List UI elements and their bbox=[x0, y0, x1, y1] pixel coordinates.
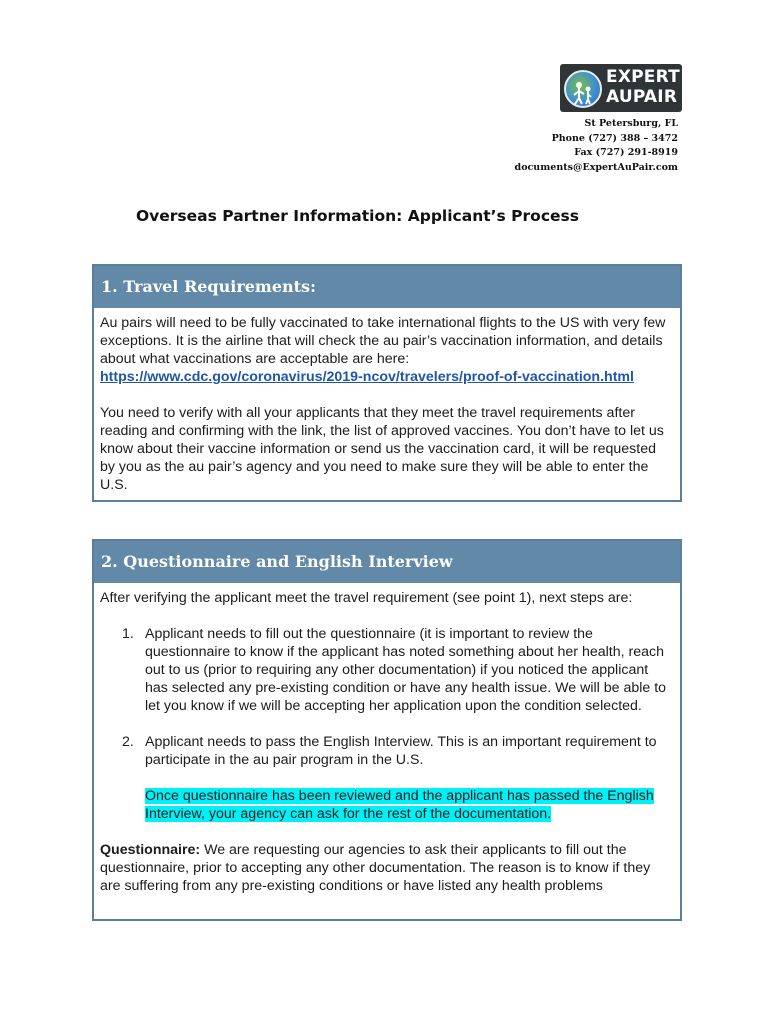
list-item-text: Applicant needs to fill out the questionnaire (it is important to review the questionnaire to know if the applicant has noted something about her health, reach out to us (prior to requiring any other documentation) if you noticed the applicant has selected any pre-existing condition or have any health issue. We will be able to let you know if we will be accepting her application upon the condition selected. bbox=[145, 626, 667, 714]
paragraph-text: Au pairs will need to be fully vaccinated to take international flights to the US with very few exceptions. It is the airline that will check the au pair’s vaccination information, and details about what vaccinations are acceptable are here: bbox=[100, 315, 666, 367]
section-travel-requirements bbox=[92, 264, 682, 502]
section-body bbox=[94, 583, 680, 901]
logo-line-1: EXPERT bbox=[606, 67, 680, 87]
document-title: Overseas Partner Information: Applicant’s Process bbox=[136, 207, 579, 225]
questionnaire-label: Questionnaire: bbox=[100, 842, 201, 858]
section-heading: 2. Questionnaire and English Interview bbox=[94, 541, 680, 583]
contact-phone: Phone (727) 388 – 3472 bbox=[551, 132, 678, 144]
section-body bbox=[94, 308, 680, 500]
highlighted-text: Once questionnaire has been reviewed and the applicant has passed the English Interview, your agency can ask for the rest of the documentation. bbox=[145, 788, 654, 822]
list-item-text: Applicant needs to pass the English Interview. This is an important requirement to participate in the au pair program in the U.S. bbox=[145, 734, 657, 768]
section-questionnaire-interview bbox=[92, 539, 682, 921]
contact-city: St Petersburg, FL bbox=[584, 118, 678, 129]
globe-icon bbox=[564, 70, 602, 108]
section-heading: 1. Travel Requirements: bbox=[94, 266, 680, 308]
list-number: 2. bbox=[122, 734, 134, 750]
paragraph: You need to verify with all your applicants that they meet the travel requirements after reading and confirming with the link, the list of approved vaccines. You don’t have to let us know about their vaccine information or send us the vaccination card, it will be requested by you as the au pair’s agency and you need to make sure they will be able to enter the U.S. bbox=[100, 405, 664, 493]
logo-line-2: AUPAIR bbox=[606, 87, 678, 107]
cdc-vaccination-link[interactable]: https://www.cdc.gov/coronavirus/2019-ncov/travelers/proof-of-vaccination.html bbox=[100, 369, 634, 385]
company-logo bbox=[560, 64, 682, 112]
contact-block bbox=[515, 117, 678, 175]
questionnaire-paragraph bbox=[100, 841, 674, 895]
questionnaire-text: We are requesting our agencies to ask their applicants to fill out the questionnaire, prior to accepting any other documentation. The reason is to know if they are suffering from any pre-existing conditions or have listed any health problems bbox=[100, 842, 651, 894]
paragraph bbox=[100, 314, 674, 386]
contact-fax: Fax (727) 291-8919 bbox=[574, 147, 678, 159]
highlighted-note bbox=[100, 787, 674, 823]
steps-list bbox=[100, 625, 674, 769]
contact-email[interactable]: documents@ExpertAuPair.com bbox=[514, 161, 678, 173]
list-item bbox=[100, 625, 674, 715]
intro-text: After verifying the applicant meet the travel requirement (see point 1), next steps are: bbox=[100, 590, 633, 606]
list-item bbox=[100, 733, 674, 769]
logo-wordmark bbox=[606, 67, 680, 107]
list-number: 1. bbox=[122, 626, 134, 642]
